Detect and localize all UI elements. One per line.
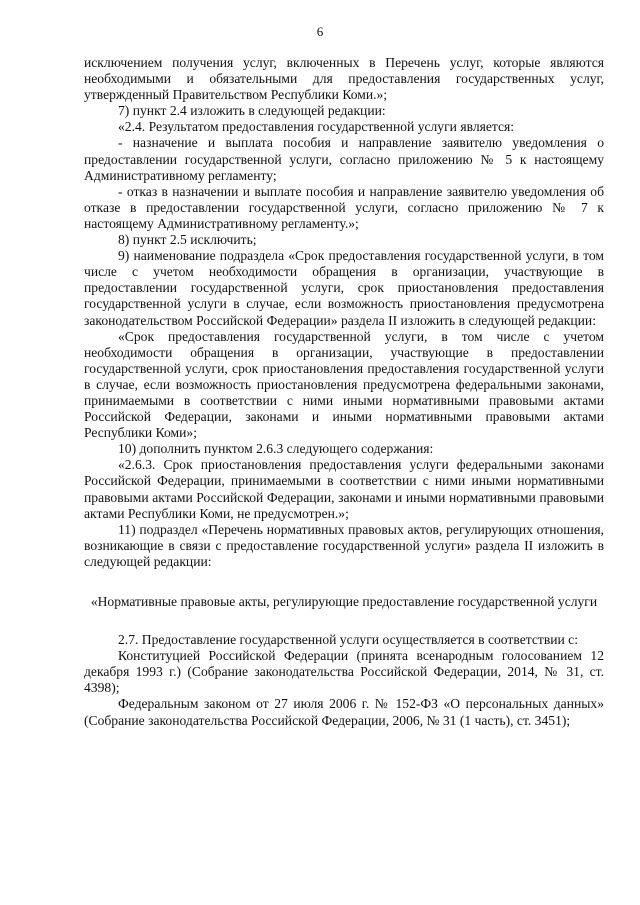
page-number: 6 xyxy=(316,24,324,39)
paragraph-new-heading-text: «Срок предоставления государственной услуги, в том числе с учетом необходимости обращения в организации, участвующие в предоставлении государственной услуги, срок приостановления предоставления государственной услуги в случае, если возможность приостановления предусмотрена федеральными законами, принимаемыми в соответствии с ними иными нормативными правовыми актами Российской Федерации, законами и иными нормативными правовыми актами Республики Коми»; xyxy=(84,328,604,441)
paragraph-continuation: исключением получения услуг, включенных в Перечень услуг, которые являются необходимыми и обязательными для предоставления государственных услуг, утвержденный Правительством Республики Коми.»; xyxy=(84,55,604,103)
paragraph-result-grant: - назначение и выплата пособия и направление заявителю уведомления о предоставлении государственной услуги, согласно приложению № 5 к настоящему Административному регламенту; xyxy=(84,135,604,183)
paragraph-item-8: 8) пункт 2.5 исключить; xyxy=(118,232,257,248)
document-body xyxy=(84,55,604,729)
paragraph-clause-2-6-3: «2.6.3. Срок приостановления предоставления услуги федеральными законами Российской Федерации, принимаемыми в соответствии с ними иными нормативными правовыми актами Российской Федерации, законами и иными нормативными правовыми актами Республики Коми, не предусмотрен.»; xyxy=(84,457,604,521)
paragraph-federal-law-152: Федеральным законом от 27 июля 2006 г. № 152-ФЗ «О персональных данных» (Собрание законодательства Российской Федерации, 2006, № 31 (1 часть), ст. 3451); xyxy=(84,696,604,728)
paragraph-clause-2-7: 2.7. Предоставление государственной услуги осуществляется в соответствии с: xyxy=(118,632,578,648)
paragraph-item-10: 10) дополнить пунктом 2.6.3 следующего содержания: xyxy=(118,441,434,457)
paragraph-clause-2-4: «2.4. Результатом предоставления государственной услуги является: xyxy=(118,119,515,135)
paragraph-result-refusal: - отказ в назначении и выплате пособия и направление заявителю уведомления об отказе в предоставлении государственной услуги, согласно приложению № 7 к настоящему Административному регламенту.»; xyxy=(84,183,604,231)
paragraph-item-7: 7) пункт 2.4 изложить в следующей редакции: xyxy=(118,103,386,119)
paragraph-item-9: 9) наименование подраздела «Срок предоставления государственной услуги, в том числе с учетом необходимости обращения в организации, участвующие в предоставлении государственной услуги, срок приостановления предоставления государственной услуги в случае, если возможность приостановления предусмотрена законодательством Российской Федерации» раздела II изложить в следующей редакции: xyxy=(84,248,604,328)
paragraph-item-11: 11) подраздел «Перечень нормативных правовых актов, регулирующих отношения, возникающие в связи с предоставление государственной услуги» раздела II изложить в следующей редакции: xyxy=(84,521,604,569)
paragraph-constitution: Конституцией Российской Федерации (принята всенародным голосованием 12 декабря 1993 г.) (Собрание законодательства Российской Федерации, 2014, № 31, ст. 4398); xyxy=(84,648,604,696)
section-heading: «Нормативные правовые акты, регулирующие предоставление государственной услуги xyxy=(90,594,598,609)
